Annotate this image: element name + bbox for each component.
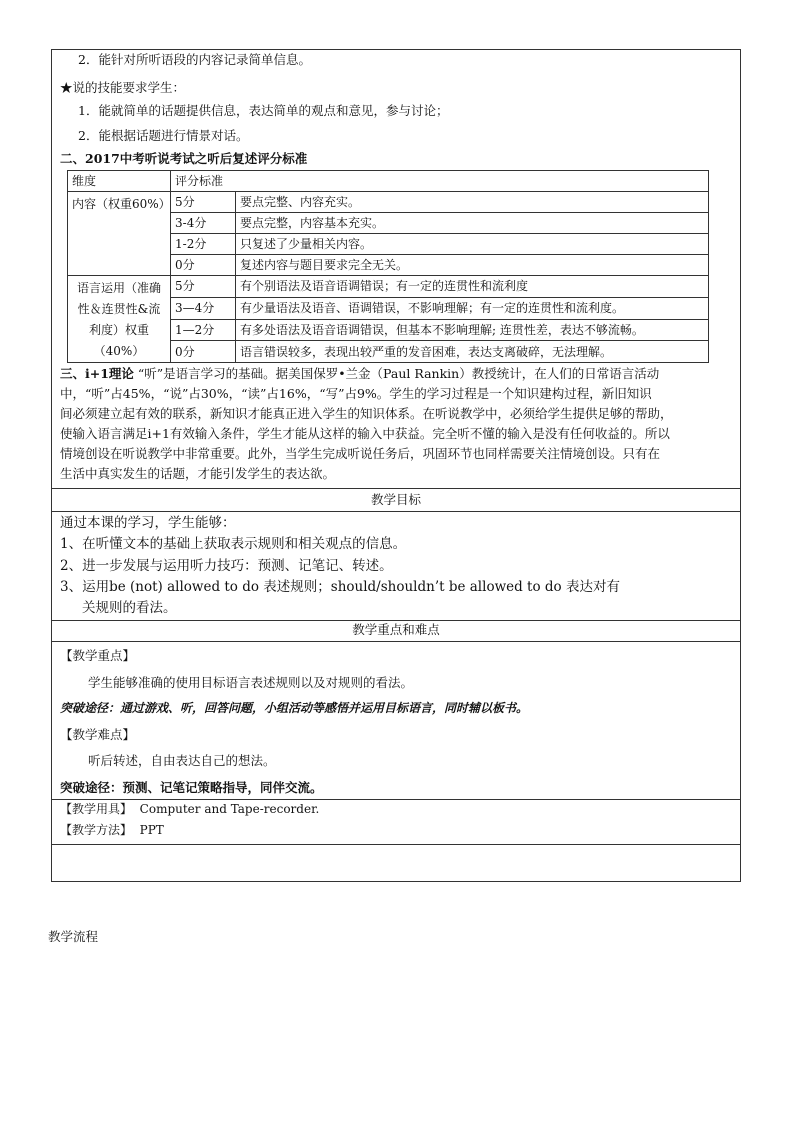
tools-label: 【教学用具】 xyxy=(60,802,133,816)
divider xyxy=(52,799,740,800)
desc-cell: 要点完整、内容充实。 xyxy=(236,192,709,213)
desc-cell: 只复述了少量相关内容。 xyxy=(236,234,709,255)
table-row xyxy=(68,192,709,213)
desc-cell: 复述内容与题目要求完全无关。 xyxy=(236,255,709,276)
objective-item-3-cont: 关规则的看法。 xyxy=(82,600,177,616)
focus-route: 突破途径：通过游戏、听，回答问题，小组活动等感悟并运用目标语言，同时辅以板书。 xyxy=(60,701,529,715)
score-cell: 5分 xyxy=(171,276,236,298)
score-cell: 3—4分 xyxy=(171,297,236,319)
section3-line-3: 间必须建立起有效的联系，新知识才能真正进入学生的知识体系。在听说教学中，必须给学生提供足够的帮助， xyxy=(60,406,673,421)
desc-cell: 有个别语法及语音语调错误；有一定的连贯性和流利度 xyxy=(236,276,709,298)
desc-cell: 有少量语法及语音、语调错误，不影响理解；有一定的连贯性和流利度。 xyxy=(236,297,709,319)
difficulty-route: 突破途径：预测、记笔记策略指导，同伴交流。 xyxy=(60,780,323,795)
focus-label: 【教学重点】 xyxy=(60,648,136,663)
scoring-table xyxy=(67,170,709,363)
section2-title: 二、2017中考听说考试之听后复述评分标准 xyxy=(60,151,308,166)
methods-value: PPT xyxy=(139,823,164,837)
divider xyxy=(52,511,740,512)
dimension-content xyxy=(68,192,171,276)
dimension-language-label: 语言运用（准确性＆连贯性&流利度）权重（40%） xyxy=(76,281,161,358)
divider xyxy=(52,641,740,642)
keypoints-title: 教学重点和难点 xyxy=(352,622,440,637)
divider xyxy=(52,620,740,621)
process-heading: 教学流程 xyxy=(48,929,99,944)
score-cell: 1-2分 xyxy=(171,234,236,255)
divider xyxy=(52,844,740,845)
section3-line-1: “听”是语言学习的基础。据美国保罗•兰金（Paul Rankin）教授统计，在人们的日常语言活动 xyxy=(137,366,660,381)
objectives-title: 教学目标 xyxy=(370,492,421,507)
score-cell: 3-4分 xyxy=(171,213,236,234)
difficulty-text: 听后转述，自由表达自己的想法。 xyxy=(88,753,276,768)
divider xyxy=(52,488,740,489)
section3-line-2: 中，“听”占45%，“说”占30%，“读”占16%，“写”占9%。学生的学习过程是一个知识建构过程，新旧知识 xyxy=(60,386,652,401)
objective-item-1: 1、在听懂文本的基础上获取表示规则和相关观点的信息。 xyxy=(60,536,407,552)
speaking-item-2: 2．能根据话题进行情景对话。 xyxy=(78,128,249,143)
score-cell: 1—2分 xyxy=(171,319,236,341)
objective-item-3: 3、运用be (not) allowed to do 表述规则；should/shouldn’t be allowed to do 表达对有 xyxy=(60,579,620,595)
listening-item-2: 2．能针对所听语段的内容记录简单信息。 xyxy=(78,52,311,67)
methods-row xyxy=(60,823,164,837)
score-cell: 0分 xyxy=(171,255,236,276)
desc-cell: 要点完整，内容基本充实。 xyxy=(236,213,709,234)
score-cell: 5分 xyxy=(171,192,236,213)
dimension-content-label: 内容（权重60%） xyxy=(72,197,171,211)
objectives-intro: 通过本课的学习，学生能够： xyxy=(60,515,236,531)
section3-label: 三、i+1理论 xyxy=(60,366,134,381)
header-dimension: 维度 xyxy=(68,171,171,192)
desc-cell: 语言错误较多，表现出较严重的发音困难，表达支离破碎，无法理解。 xyxy=(236,341,709,363)
tools-value: Computer and Tape-recorder. xyxy=(139,802,320,816)
section3-line-6: 生活中真实发生的话题，才能引发学生的表达欲。 xyxy=(60,466,336,481)
table-row xyxy=(68,276,709,298)
lesson-plan-frame xyxy=(51,49,741,882)
dimension-language xyxy=(68,276,171,363)
score-cell: 0分 xyxy=(171,341,236,363)
section3-line-4: 使输入语言满足i+1有效输入条件，学生才能从这样的输入中获益。完全听不懂的输入是没有任何收益的。所以 xyxy=(60,426,670,441)
focus-text: 学生能够准确的使用目标语言表述规则以及对规则的看法。 xyxy=(88,675,414,690)
section3-paragraph xyxy=(60,364,736,484)
table-header-row xyxy=(68,171,709,192)
speaking-item-1: 1．能就简单的话题提供信息，表达简单的观点和意见，参与讨论； xyxy=(78,103,449,118)
section3-line-5: 情境创设在听说教学中非常重要。此外，当学生完成听说任务后，巩固环节也同样需要关注情境创设。只有在 xyxy=(60,446,661,461)
tools-row xyxy=(60,802,319,816)
speaking-heading: ★说的技能要求学生： xyxy=(60,80,186,95)
desc-cell: 有多处语法及语音语调错误，但基本不影响理解; 连贯性差，表达不够流畅。 xyxy=(236,319,709,341)
methods-label: 【教学方法】 xyxy=(60,823,133,837)
objective-item-2: 2、进一步发展与运用听力技巧：预测、记笔记、转述。 xyxy=(60,558,393,574)
difficulty-label: 【教学难点】 xyxy=(60,727,136,742)
header-criteria: 评分标准 xyxy=(171,171,709,192)
